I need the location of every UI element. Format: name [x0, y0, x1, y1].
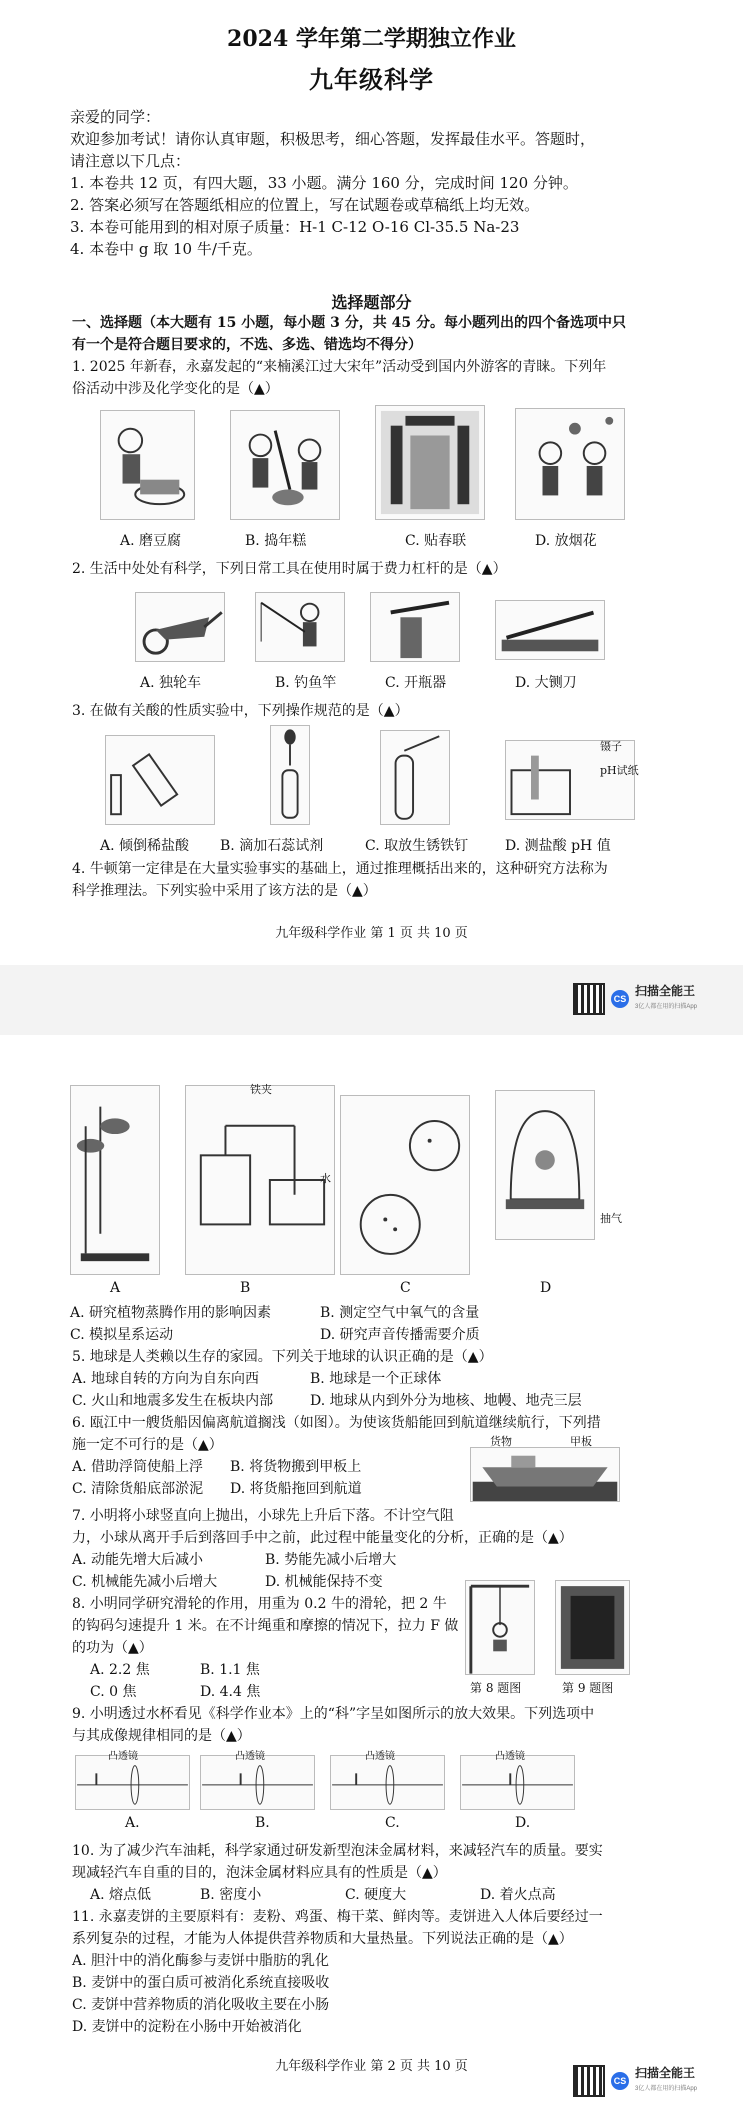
q8-option: B. 1.1 焦 — [200, 1662, 260, 1678]
q3-option: C. 取放生锈铁钉 — [365, 838, 469, 854]
exam-title: 2024 学年第二学期独立作业 — [227, 26, 516, 52]
fig-label: A — [110, 1280, 121, 1296]
question-8-cont: 的功为（▲） — [72, 1640, 153, 1656]
intro-line: 亲爱的同学： — [70, 108, 161, 126]
intro-line: 4. 本卷中 g 取 10 牛/千克。 — [70, 240, 262, 258]
oxygen-measurement-figure — [185, 1085, 335, 1275]
scanner-watermark — [573, 2063, 713, 2099]
section-desc: 一、选择题（本大题有 15 小题，每小题 3 分，共 45 分。每小题列出的四个备选项中只 — [72, 315, 626, 331]
pump-label: 抽气 — [600, 1212, 622, 1225]
q7-option: B. 势能先减小后增大 — [265, 1552, 397, 1568]
q1-option: C. 贴春联 — [405, 533, 467, 549]
scanner-name: 扫描全能王 3亿人都在用的扫描App — [635, 2065, 698, 2092]
q2-option: A. 独轮车 — [140, 675, 202, 691]
q6-option: A. 借助浮筒使船上浮 — [72, 1459, 204, 1475]
question-11: 11. 永嘉麦饼的主要原料有：麦粉、鸡蛋、梅干菜、鲜肉等。麦饼进入人体后要经过一 — [72, 1909, 603, 1925]
qr-code-icon — [573, 983, 605, 1015]
q6-option: B. 将货物搬到甲板上 — [230, 1459, 362, 1475]
q10-option: D. 着火点高 — [480, 1887, 556, 1903]
deck-label: 甲板 — [570, 1435, 592, 1448]
cup-magnify-figure — [555, 1580, 630, 1675]
intro-line: 1. 本卷共 12 页，有四大题，33 小题。满分 160 分，完成时间 120 分钟。 — [70, 174, 578, 192]
tweezers-label: 镊子 — [600, 740, 622, 753]
pulley-figure — [465, 1580, 535, 1675]
scanner-watermark — [573, 981, 713, 1017]
lens-diagram-d — [460, 1755, 575, 1810]
guillotine-cutter-image — [495, 600, 605, 660]
bottle-opener-image — [370, 592, 460, 662]
q1-option: D. 放烟花 — [535, 533, 597, 549]
exam-page-2 — [0, 1035, 743, 2104]
lens-diagram-c — [330, 1755, 445, 1810]
plant-transpiration-figure — [70, 1085, 160, 1275]
q4-option: A. 研究植物蒸腾作用的影响因素 — [70, 1305, 272, 1321]
fig-label: D — [540, 1280, 552, 1296]
camscanner-logo-icon: CS — [611, 990, 629, 1008]
q5-option: B. 地球是一个正球体 — [310, 1371, 442, 1387]
q10-option: A. 熔点低 — [90, 1887, 152, 1903]
question-1: 1. 2025 年新春，永嘉发起的“来楠溪江过大宋年”活动受到国内外游客的青睐。下列年 — [72, 359, 607, 375]
question-6: 6. 瓯江中一艘货船因偏离航道搁浅（如图）。为使该货船能回到航道继续航行，下列措 — [72, 1415, 601, 1431]
fig8-caption: 第 8 题图 — [470, 1681, 522, 1695]
q6-option: D. 将货船拖回到航道 — [230, 1481, 362, 1497]
intro-line: 请注意以下几点： — [70, 152, 191, 170]
question-7-cont: 力，小球从离开手后到落回手中之前，此过程中能量变化的分析，正确的是（▲） — [72, 1530, 573, 1546]
q2-option: B. 钓鱼竿 — [275, 675, 337, 691]
lens-diagram-b — [200, 1755, 315, 1810]
question-1-cont: 俗活动中涉及化学变化的是（▲） — [72, 381, 279, 397]
pour-acid-image — [105, 735, 215, 825]
q10-option: C. 硬度大 — [345, 1887, 407, 1903]
question-3: 3. 在做有关酸的性质实验中，下列操作规范的是（▲） — [72, 703, 409, 719]
q3-option: D. 测盐酸 pH 值 — [505, 838, 611, 854]
dropper-image — [270, 725, 310, 825]
question-8-cont: 的钩码匀速提升 1 米。在不计绳重和摩擦的情况下，拉力 F 做 — [72, 1618, 459, 1634]
cargo-label: 货物 — [490, 1435, 512, 1448]
scanner-tagline: 3亿人都在用的扫描App — [635, 1003, 698, 1010]
section-title: 选择题部分 — [331, 293, 412, 312]
q5-option: D. 地球从内到外分为地核、地幔、地壳三层 — [310, 1393, 582, 1409]
camscanner-logo-icon: CS — [611, 2072, 629, 2090]
scanner-tagline: 3亿人都在用的扫描App — [635, 2085, 698, 2092]
question-10: 10. 为了减少汽车油耗，科学家通过研发新型泡沫金属材料，来减轻汽车的质量。要实 — [72, 1843, 603, 1859]
question-2: 2. 生活中处处有科学，下列日常工具在使用时属于费力杠杆的是（▲） — [72, 561, 507, 577]
stranded-ship-figure — [470, 1447, 620, 1502]
page-separator — [0, 965, 743, 1035]
q2-option: C. 开瓶器 — [385, 675, 447, 691]
lens-diagram-a — [75, 1755, 190, 1810]
q5-option: A. 地球自转的方向为自东向西 — [72, 1371, 260, 1387]
lens-label: 凸透镜 — [235, 1751, 265, 1762]
q8-option: D. 4.4 焦 — [200, 1684, 261, 1700]
q10-option: B. 密度小 — [200, 1887, 262, 1903]
intro-line: 3. 本卷可能用到的相对原子质量：H-1 C-12 O-16 Cl-35.5 Na-23 — [70, 218, 520, 236]
q11-option: A. 胆汁中的消化酶参与麦饼中脂肪的乳化 — [72, 1953, 330, 1969]
page-footer: 九年级科学作业 第 1 页 共 10 页 — [275, 926, 468, 941]
fig9-caption: 第 9 题图 — [562, 1681, 614, 1695]
q3-option: A. 倾倒稀盐酸 — [100, 838, 190, 854]
scanner-name: 扫描全能王 3亿人都在用的扫描App — [635, 983, 698, 1010]
fig-label: B — [240, 1280, 251, 1296]
q8-option: A. 2.2 焦 — [90, 1662, 150, 1678]
question-4-cont: 科学推理法。下列实验中采用了该方法的是（▲） — [72, 883, 377, 899]
q9-option: B. — [255, 1815, 270, 1831]
lens-label: 凸透镜 — [365, 1751, 395, 1762]
rice-cake-pounding-image — [230, 410, 340, 520]
question-6-cont: 施一定不可行的是（▲） — [72, 1437, 223, 1453]
q7-option: D. 机械能保持不变 — [265, 1574, 383, 1590]
question-9-cont: 与其成像规律相同的是（▲） — [72, 1728, 251, 1744]
q1-option: B. 捣年糕 — [245, 533, 307, 549]
fishing-rod-image — [255, 592, 345, 662]
galaxy-balloon-figure — [340, 1095, 470, 1275]
q6-option: C. 清除货船底部淤泥 — [72, 1481, 204, 1497]
exam-page-1 — [0, 0, 743, 965]
section-desc: 有一个是符合题目要求的，不选、多选、错选均不得分） — [72, 337, 422, 353]
q4-option: B. 测定空气中氧气的含量 — [320, 1305, 480, 1321]
question-5: 5. 地球是人类赖以生存的家园。下列关于地球的认识正确的是（▲） — [72, 1349, 493, 1365]
q2-option: D. 大铡刀 — [515, 675, 577, 691]
q1-option: A. 磨豆腐 — [120, 533, 182, 549]
firecrackers-image — [515, 408, 625, 520]
q9-option: D. — [515, 1815, 531, 1831]
q5-option: C. 火山和地震多发生在板块内部 — [72, 1393, 274, 1409]
iron-clamp-label: 铁夹 — [250, 1083, 272, 1096]
q8-option: C. 0 焦 — [90, 1684, 137, 1700]
q9-option: A. — [125, 1815, 140, 1831]
exam-subject: 九年级科学 — [309, 65, 434, 94]
water-label: 水 — [320, 1172, 331, 1185]
ph-paper-label: pH试纸 — [600, 764, 639, 777]
intro-line: 欢迎参加考试！请你认真审题，积极思考，细心答题，发挥最佳水平。答题时， — [70, 130, 596, 148]
lens-label: 凸透镜 — [495, 1751, 525, 1762]
q9-option: C. — [385, 1815, 400, 1831]
q4-option: C. 模拟星系运动 — [70, 1327, 174, 1343]
intro-line: 2. 答案必须写在答题纸相应的位置上，写在试题卷或草稿纸上均无效。 — [70, 196, 540, 214]
q11-option: D. 麦饼中的淀粉在小肠中开始被消化 — [72, 2019, 302, 2035]
tofu-grinding-image — [100, 410, 195, 520]
question-10-cont: 现减轻汽车自重的目的，泡沫金属材料应具有的性质是（▲） — [72, 1865, 447, 1881]
fig-label: C — [400, 1280, 411, 1296]
q7-option: A. 动能先增大后减小 — [72, 1552, 204, 1568]
question-7: 7. 小明将小球竖直向上抛出，小球先上升后下落。不计空气阻 — [72, 1508, 454, 1524]
q11-option: B. 麦饼中的蛋白质可被消化系统直接吸收 — [72, 1975, 330, 1991]
vacuum-bell-figure — [495, 1090, 595, 1240]
question-8: 8. 小明同学研究滑轮的作用，用重为 0.2 牛的滑轮，把 2 牛 — [72, 1596, 447, 1612]
page-footer: 九年级科学作业 第 2 页 共 10 页 — [275, 2059, 468, 2074]
lens-label: 凸透镜 — [108, 1751, 138, 1762]
spring-couplets-image — [375, 405, 485, 520]
wheelbarrow-image — [135, 592, 225, 662]
q7-option: C. 机械能先减小后增大 — [72, 1574, 218, 1590]
q3-option: B. 滴加石蕊试剂 — [220, 838, 324, 854]
rusty-nail-image — [380, 730, 450, 825]
qr-code-icon — [573, 2065, 605, 2097]
q11-option: C. 麦饼中营养物质的消化吸收主要在小肠 — [72, 1997, 330, 2013]
q4-option: D. 研究声音传播需要介质 — [320, 1327, 480, 1343]
question-9: 9. 小明透过水杯看见《科学作业本》上的“科”字呈如图所示的放大效果。下列选项中 — [72, 1706, 595, 1722]
question-4: 4. 牛顿第一定律是在大量实验事实的基础上，通过推理概括出来的，这种研究方法称为 — [72, 861, 608, 877]
question-11-cont: 系列复杂的过程，才能为人体提供营养物质和大量热量。下列说法正确的是（▲） — [72, 1931, 573, 1947]
